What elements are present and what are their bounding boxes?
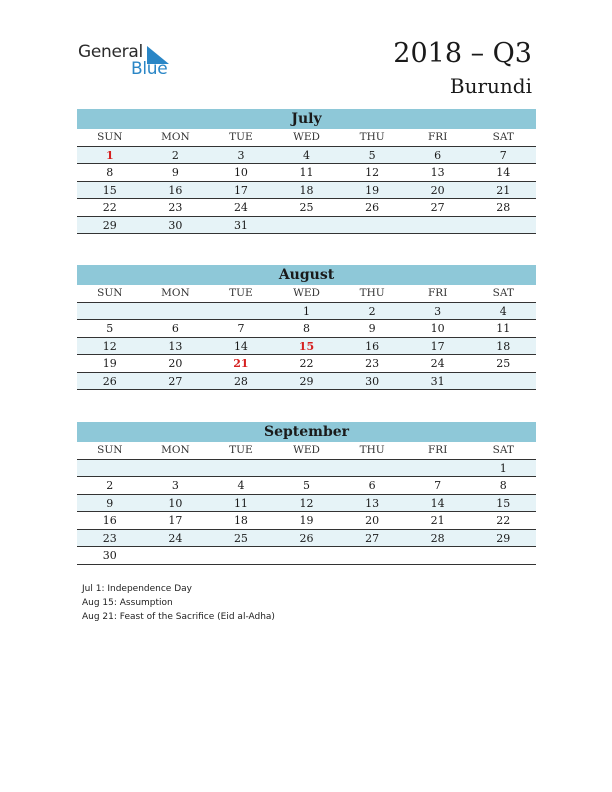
logo-blue-text: Blue	[131, 59, 168, 79]
weekday-label: SAT	[492, 287, 514, 299]
weekday-label: THU	[359, 287, 385, 299]
day-cell: 18	[496, 339, 511, 353]
day-cell	[339, 217, 405, 234]
day-cell: 17	[168, 514, 183, 527]
day-cell: 30	[365, 374, 380, 388]
day-cell: 4	[237, 479, 245, 492]
day-cell: 28	[233, 374, 248, 388]
week-row	[77, 182, 536, 200]
day-cell: 2	[171, 148, 179, 162]
day-cell: 22	[102, 201, 117, 214]
day-cell: 9	[106, 496, 114, 510]
day-cell: 29	[299, 374, 314, 388]
day-cell: 19	[102, 357, 117, 370]
page-title: 2018 – Q3	[393, 38, 532, 69]
month-header: July	[77, 109, 536, 129]
day-cell: 2	[368, 304, 376, 318]
day-cell: 6	[434, 148, 442, 162]
day-cell: 10	[168, 496, 183, 510]
day-cell: 30	[168, 218, 183, 232]
weekday-label: SAT	[492, 444, 514, 456]
day-cell	[405, 547, 471, 564]
country-subtitle: Burundi	[449, 74, 532, 98]
logo	[78, 42, 188, 80]
day-cell	[77, 303, 143, 320]
week-row	[77, 373, 536, 391]
day-cell	[274, 460, 340, 477]
day-cell	[470, 547, 536, 564]
weekday-label: THU	[359, 444, 385, 456]
week-row	[77, 164, 536, 182]
weekday-label: FRI	[428, 287, 448, 299]
day-cell: 19	[299, 514, 314, 527]
day-cell	[143, 460, 209, 477]
weekday-label: WED	[293, 287, 320, 299]
month-header: August	[77, 265, 536, 285]
day-cell: 10	[430, 322, 445, 335]
day-cell: 17	[430, 339, 445, 353]
month-september	[77, 422, 536, 565]
day-cell: 13	[365, 496, 380, 510]
day-cell: 18	[299, 183, 314, 197]
day-cell	[208, 547, 274, 564]
weekday-label: SUN	[97, 131, 123, 143]
day-cell: 24	[233, 201, 248, 214]
day-cell	[339, 460, 405, 477]
day-cell: 27	[365, 531, 380, 545]
day-cell: 1	[303, 304, 311, 318]
day-cell: 30	[102, 549, 117, 562]
day-cell: 24	[168, 531, 183, 545]
day-cell: 1	[499, 461, 507, 475]
day-cell	[470, 217, 536, 234]
day-cell: 4	[499, 304, 507, 318]
day-cell: 8	[106, 166, 114, 179]
day-cell	[274, 217, 340, 234]
weekday-label: SUN	[97, 444, 123, 456]
week-row	[77, 338, 536, 356]
day-cell	[405, 460, 471, 477]
week-row	[77, 477, 536, 495]
weekday-label: SUN	[97, 287, 123, 299]
day-cell: 15	[102, 183, 117, 197]
week-row	[77, 460, 536, 478]
day-cell	[339, 547, 405, 564]
day-cell: 5	[368, 148, 376, 162]
day-cell	[208, 460, 274, 477]
day-cell: 22	[299, 357, 314, 370]
day-cell: 12	[299, 496, 314, 510]
day-cell: 7	[499, 148, 507, 162]
weekday-label: WED	[293, 131, 320, 143]
day-cell: 25	[299, 201, 314, 214]
holiday-note: Aug 15: Assumption	[82, 598, 173, 608]
day-cell: 5	[106, 322, 114, 335]
week-row	[77, 199, 536, 217]
day-cell: 3	[237, 148, 245, 162]
weekday-label: TUE	[229, 444, 253, 456]
day-cell: 16	[102, 514, 117, 527]
weekday-label: WED	[293, 444, 320, 456]
day-cell: 14	[233, 339, 248, 353]
day-cell: 12	[102, 339, 117, 353]
day-cell: 12	[365, 166, 380, 179]
day-cell: 3	[434, 304, 442, 318]
day-cell: 31	[233, 218, 248, 232]
weekday-row	[77, 442, 536, 460]
holiday-day-cell: 1	[105, 148, 114, 162]
weekday-label: TUE	[229, 287, 253, 299]
day-cell: 23	[168, 201, 183, 214]
day-cell: 10	[233, 166, 248, 179]
weekday-label: SAT	[492, 131, 514, 143]
week-row	[77, 147, 536, 165]
day-cell	[470, 373, 536, 390]
day-cell: 11	[496, 322, 511, 335]
day-cell: 20	[168, 357, 183, 370]
day-cell	[274, 547, 340, 564]
day-cell: 19	[365, 183, 380, 197]
day-cell: 13	[168, 339, 183, 353]
day-cell: 7	[434, 479, 442, 492]
day-cell: 18	[233, 514, 248, 527]
day-cell: 2	[106, 479, 114, 492]
holiday-day-cell: 15	[298, 339, 315, 353]
day-cell: 20	[430, 183, 445, 197]
day-cell: 26	[365, 201, 380, 214]
day-cell: 16	[168, 183, 183, 197]
day-cell: 23	[365, 357, 380, 370]
day-cell: 3	[171, 479, 179, 492]
day-cell: 21	[430, 514, 445, 527]
weekday-label: MON	[161, 131, 190, 143]
day-cell: 23	[102, 531, 117, 545]
weekday-row	[77, 129, 536, 147]
day-cell: 31	[430, 374, 445, 388]
day-cell: 29	[496, 531, 511, 545]
day-cell: 28	[430, 531, 445, 545]
holiday-notes	[82, 582, 275, 624]
day-cell: 14	[430, 496, 445, 510]
day-cell: 4	[303, 148, 311, 162]
week-row	[77, 320, 536, 338]
month-header: September	[77, 422, 536, 442]
day-cell: 13	[430, 166, 445, 179]
day-cell: 17	[233, 183, 248, 197]
week-row	[77, 217, 536, 235]
month-july	[77, 109, 536, 234]
day-cell: 21	[496, 183, 511, 197]
day-cell	[208, 303, 274, 320]
day-cell: 11	[233, 496, 248, 510]
day-cell	[405, 217, 471, 234]
day-cell: 29	[102, 218, 117, 232]
day-cell: 22	[496, 514, 511, 527]
day-cell: 11	[299, 166, 314, 179]
day-cell	[77, 460, 143, 477]
day-cell: 25	[496, 357, 511, 370]
day-cell: 8	[303, 322, 311, 335]
day-cell: 20	[365, 514, 380, 527]
weekday-label: TUE	[229, 131, 253, 143]
day-cell: 24	[430, 357, 445, 370]
logo-general-text: General	[78, 42, 143, 62]
weekday-label: THU	[359, 131, 385, 143]
weekday-row	[77, 285, 536, 303]
month-august	[77, 265, 536, 390]
holiday-note: Jul 1: Independence Day	[82, 584, 192, 594]
weekday-label: FRI	[428, 444, 448, 456]
week-row	[77, 495, 536, 513]
holiday-day-cell: 21	[233, 357, 249, 370]
day-cell: 16	[365, 339, 380, 353]
week-row	[77, 530, 536, 548]
week-row	[77, 512, 536, 530]
day-cell: 9	[171, 166, 179, 179]
day-cell: 26	[102, 374, 117, 388]
day-cell: 14	[496, 166, 511, 179]
day-cell: 25	[233, 531, 248, 545]
week-row	[77, 547, 536, 565]
day-cell	[143, 303, 209, 320]
weekday-label: MON	[161, 287, 190, 299]
day-cell: 27	[168, 374, 183, 388]
day-cell: 7	[237, 322, 245, 335]
day-cell: 28	[496, 201, 511, 214]
week-row	[77, 355, 536, 373]
day-cell: 26	[299, 531, 314, 545]
day-cell: 8	[499, 479, 507, 492]
day-cell: 9	[368, 322, 376, 335]
day-cell: 6	[368, 479, 376, 492]
day-cell: 15	[496, 496, 511, 510]
day-cell: 6	[171, 322, 179, 335]
weekday-label: MON	[161, 444, 190, 456]
day-cell	[143, 547, 209, 564]
week-row	[77, 303, 536, 321]
day-cell: 5	[303, 479, 311, 492]
holiday-note: Aug 21: Feast of the Sacrifice (Eid al-Adha)	[82, 612, 275, 622]
day-cell: 27	[430, 201, 445, 214]
weekday-label: FRI	[428, 131, 448, 143]
